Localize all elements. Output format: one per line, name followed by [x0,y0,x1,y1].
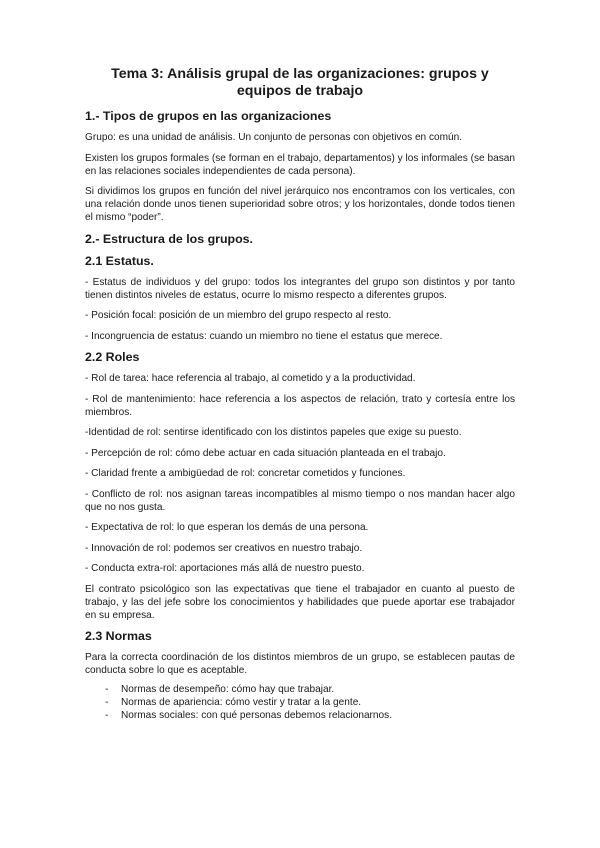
paragraph: - Innovación de rol: podemos ser creativos en nuestro trabajo. [85,542,363,554]
section-2-3-heading: 2.3 Normas [85,629,152,643]
list-item [105,683,515,696]
paragraph: - Posición focal: posición de un miembro del grupo respecto al resto. [85,310,392,321]
list-item [105,696,515,709]
paragraph: -Identidad de rol: sentirse identificado con los distintos papeles que exige su puesto. [85,427,462,438]
paragraph: - Percepción de rol: cómo debe actuar en cada situación planteada en el trabajo. [85,447,446,459]
section-2-2-heading: 2.2 Roles [85,350,140,364]
paragraph: - Rol de mantenimiento: hace referencia a los aspectos de relación, trato y cortesía entre los miembros. [85,393,515,418]
section-2-heading: 2.- Estructura de los grupos. [85,231,253,246]
document-title: Tema 3: Análisis grupal de las organizaciones: grupos y equipos de trabajo [111,66,489,99]
paragraph: - Claridad frente a ambigüedad de rol: concretar cometidos y funciones. [85,468,406,479]
list-item-text: Normas sociales: con qué personas debemos relacionarnos. [121,709,392,721]
paragraph: Grupo: es una unidad de análisis. Un conjunto de personas con objetivos en común. [85,132,463,143]
list-item-text: Normas de desempeño: cómo hay que trabajar. [121,683,335,695]
paragraph: - Estatus de individuos y del grupo: todos los integrantes del grupo son distintos y por tanto tienen distintos niveles de estatus, ocurre lo mismo respecto a diferentes grupos. [85,276,515,301]
document-page [85,66,515,722]
paragraph: Para la correcta coordinación de los distintos miembros de un grupo, se establecen pautas de conducta sobre lo que es aceptable. [85,652,515,676]
paragraph: - Incongruencia de estatus: cuando un miembro no tiene el estatus que merece. [85,330,443,342]
paragraph: - Rol de tarea: hace referencia al trabajo, al cometido y a la productividad. [85,373,416,384]
paragraph: - Conflicto de rol: nos asignan tareas incompatibles al mismo tiempo o nos mandan hacer algo que no nos gusta. [85,488,515,513]
paragraph: - Expectativa de rol: lo que esperan los demás de una persona. [85,522,369,533]
paragraph: El contrato psicológico son las expectativas que tiene el trabajador en cuanto al puesto de trabajo, y las del jefe sobre los conocimientos y habilidades que puede aportar ese trabajador en su empresa. [85,583,515,621]
paragraph: Existen los grupos formales (se forman en el trabajo, departamentos) y los informales (se basan en las relaciones sociales independientes de cada persona). [85,152,515,177]
bullet: - [105,683,109,695]
section-2-1-heading: 2.1 Estatus. [85,253,154,268]
paragraph: - Conducta extra-rol: aportaciones más allá de nuestro puesto. [85,563,365,574]
paragraph: Si dividimos los grupos en función del nivel jerárquico nos encontramos con los verticales, con una relación donde unos tienen superioridad sobre otros; y los horizontales, donde todos tienen el mismo “poder”. [85,186,515,223]
list-item [105,709,515,722]
bullet: - [105,696,109,708]
bullet: - [105,709,109,721]
norms-list [85,683,515,722]
list-item-text: Normas de apariencia: cómo vestir y tratar a la gente. [121,696,362,708]
section-1-heading: 1.- Tipos de grupos en las organizaciones [85,109,332,123]
